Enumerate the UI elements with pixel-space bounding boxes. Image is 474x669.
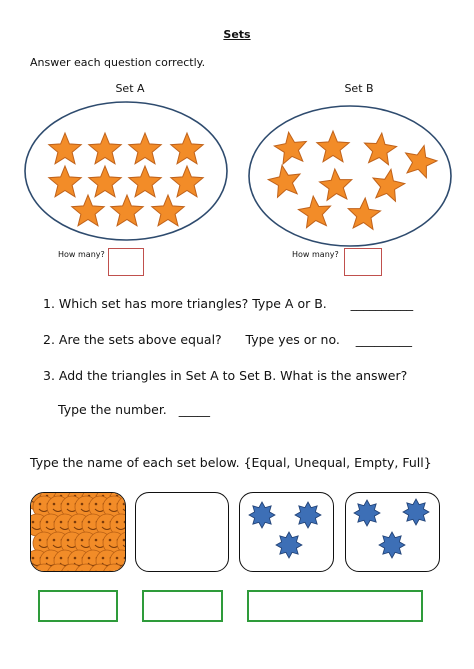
question-2: 2. Are the sets above equal? Type yes or no. _________ [43,332,413,347]
set-2-name-input[interactable] [142,590,223,622]
set-b-star-icon [320,169,352,200]
set-b-how-many-label: How many? [292,250,339,259]
gear-icon [379,532,405,558]
set-b-label: Set B [344,82,374,95]
section-2-instruction: Type the name of each set below. {Equal, Unequal, Empty, Full} [30,455,432,470]
set-a-star-icon [171,133,203,164]
set-b-star-icon [365,133,397,165]
set-a-star-icon [72,195,104,226]
gear-icon [295,502,321,528]
gear-icons-set-2 [346,493,441,573]
set-3-4-name-input[interactable] [247,590,423,622]
set-b-star-icon [268,165,300,197]
set-b-star-icon [406,146,437,178]
set-frame-empty [135,492,229,572]
set-1-name-input[interactable] [38,590,118,622]
set-b-star-icon [298,196,330,228]
set-frame-gears-2 [345,492,440,572]
set-a-star-icon [129,166,161,197]
instruction-text: Answer each question correctly. [30,56,206,69]
set-a-star-icon [49,133,81,164]
set-a-star-icon [171,166,203,197]
set-b-count-input[interactable] [344,248,382,276]
question-3: 3. Add the triangles in Set A to Set B. What is the answer? [43,368,408,383]
gear-icon [276,532,302,558]
set-a-star-icon [89,166,121,197]
page-title: Sets [223,28,251,41]
gear-icon [249,502,275,528]
gear-icons-set-1 [240,493,335,573]
set-a-count-input[interactable] [108,248,144,276]
set-a-star-icon [49,166,81,197]
set-a-star-icon [89,133,121,164]
question-1: 1. Which set has more triangles? Type A or B. __________ [43,296,414,311]
set-b-star-icon [317,131,349,162]
gear-icon [403,499,429,525]
set-frame-smiley-faces [30,492,126,572]
smiley-face-icons [31,493,126,572]
set-b-star-icon [373,169,405,201]
set-a-label: Set A [115,82,145,95]
set-b-star-icon [348,198,380,229]
question-3-answer-line: Type the number. _____ [58,402,210,417]
set-a-star-icon [129,133,161,164]
set-frame-gears-1 [239,492,334,572]
set-b-star-icon [274,132,306,164]
set-a-how-many-label: How many? [58,250,105,259]
set-a-star-icon [152,195,184,226]
gear-icon [354,500,380,526]
set-a-star-icon [111,195,143,226]
